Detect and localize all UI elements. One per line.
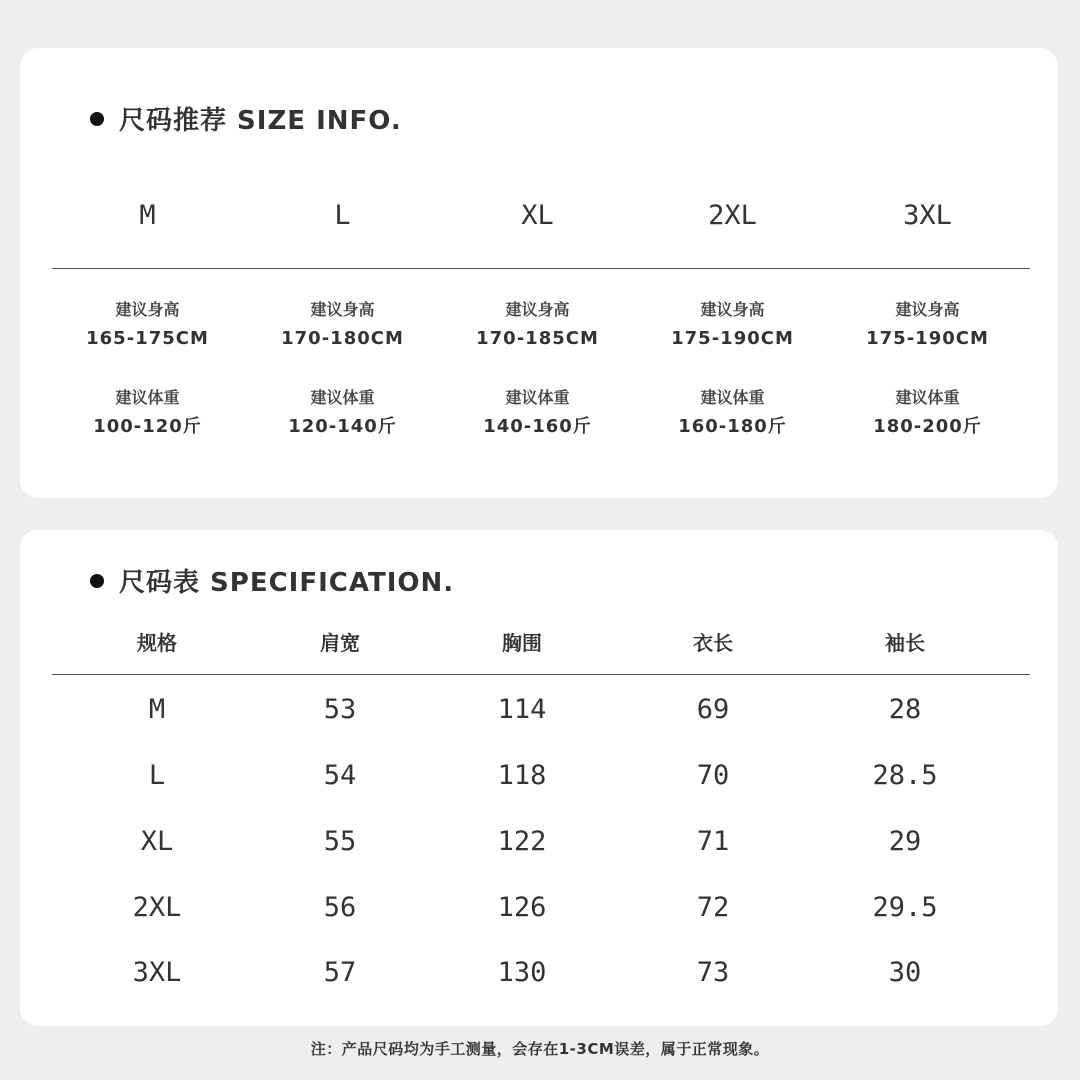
size-info-card — [20, 48, 1058, 498]
table-cell: 73 — [696, 957, 730, 988]
size-name: 3XL — [903, 200, 952, 231]
size-column-xl — [440, 196, 635, 441]
size-info-title — [90, 100, 402, 137]
table-cell: 118 — [497, 760, 547, 791]
table-cell: 55 — [323, 826, 357, 857]
size-columns — [50, 196, 1025, 441]
table-cell: 28 — [888, 694, 922, 725]
table-cell: L — [148, 760, 166, 791]
table-cell: 30 — [888, 957, 922, 988]
table-row — [62, 758, 1000, 794]
table-cell: 54 — [323, 760, 357, 791]
weight-value: 160-180斤 — [678, 416, 787, 437]
table-cell: 69 — [696, 694, 730, 725]
measurement-note: 注：产品尺码均为手工测量，会存在1-3CM误差，属于正常现象。 — [310, 1040, 770, 1058]
height-value: 170-185CM — [476, 328, 599, 349]
size-name: M — [139, 200, 156, 231]
weight-label: 建议体重 — [895, 388, 960, 407]
table-cell: XL — [140, 826, 174, 857]
size-column-m — [50, 196, 245, 441]
size-info-title-text: 尺码推荐 SIZE INFO. — [119, 106, 402, 136]
table-cell: 72 — [696, 892, 730, 923]
table-header — [62, 628, 1000, 658]
header-cell: 规格 — [137, 631, 177, 655]
height-value: 175-190CM — [671, 328, 794, 349]
height-label: 建议身高 — [700, 300, 765, 319]
table-cell: 2XL — [132, 892, 182, 923]
table-row — [62, 890, 1000, 926]
divider — [52, 674, 1030, 675]
table-cell: 71 — [696, 826, 730, 857]
height-value: 170-180CM — [281, 328, 404, 349]
table-cell: M — [148, 694, 166, 725]
height-label: 建议身高 — [895, 300, 960, 319]
table-cell: 29.5 — [872, 892, 938, 923]
header-cell: 胸围 — [502, 631, 542, 655]
height-label: 建议身高 — [310, 300, 375, 319]
header-cell: 袖长 — [885, 631, 925, 655]
size-name: L — [334, 200, 351, 231]
table-cell: 70 — [696, 760, 730, 791]
size-name: XL — [521, 200, 554, 231]
specification-title-text: 尺码表 SPECIFICATION. — [119, 568, 455, 598]
table-row — [62, 955, 1000, 991]
bullet-icon — [90, 112, 104, 126]
divider — [52, 268, 1030, 269]
table-cell: 114 — [497, 694, 547, 725]
height-label: 建议身高 — [505, 300, 570, 319]
bullet-icon — [90, 574, 104, 588]
table-cell: 130 — [497, 957, 547, 988]
weight-value: 140-160斤 — [483, 416, 592, 437]
size-column-3xl — [830, 196, 1025, 441]
weight-value: 100-120斤 — [93, 416, 202, 437]
weight-value: 180-200斤 — [873, 416, 982, 437]
table-cell: 57 — [323, 957, 357, 988]
height-value: 165-175CM — [86, 328, 209, 349]
size-column-2xl — [635, 196, 830, 441]
table-cell: 28.5 — [872, 760, 938, 791]
header-cell: 肩宽 — [320, 631, 360, 655]
weight-label: 建议体重 — [115, 388, 180, 407]
weight-label: 建议体重 — [700, 388, 765, 407]
weight-label: 建议体重 — [505, 388, 570, 407]
header-cell: 衣长 — [693, 631, 733, 655]
height-value: 175-190CM — [866, 328, 989, 349]
table-cell: 126 — [497, 892, 547, 923]
weight-label: 建议体重 — [310, 388, 375, 407]
height-label: 建议身高 — [115, 300, 180, 319]
size-column-l — [245, 196, 440, 441]
weight-value: 120-140斤 — [288, 416, 397, 437]
size-name: 2XL — [708, 200, 757, 231]
table-cell: 122 — [497, 826, 547, 857]
table-cell: 3XL — [132, 957, 182, 988]
table-row — [62, 692, 1000, 728]
table-cell: 29 — [888, 826, 922, 857]
specification-card — [20, 530, 1058, 1026]
table-cell: 53 — [323, 694, 357, 725]
specification-title — [90, 562, 454, 599]
table-cell: 56 — [323, 892, 357, 923]
table-row — [62, 824, 1000, 860]
